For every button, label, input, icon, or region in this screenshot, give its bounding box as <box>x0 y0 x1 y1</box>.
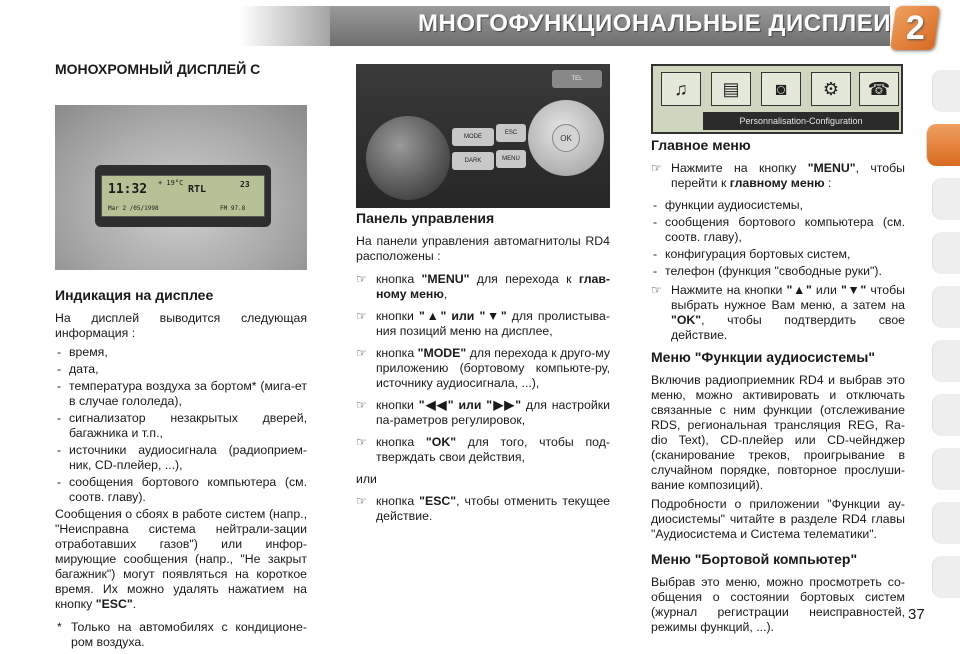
control-list-last <box>356 494 610 524</box>
item-bold: главному меню <box>729 176 825 190</box>
lcd-date: Mar 2 /05/1998 <box>108 205 159 212</box>
button-label: "ESC" <box>419 494 457 508</box>
or-separator: или <box>356 472 377 486</box>
list-item <box>356 494 610 524</box>
footnote-star: * <box>57 620 62 634</box>
pointing-hand-icon: ☞ <box>356 494 367 508</box>
section-title-indication: Индикация на дисплее <box>55 287 214 303</box>
list-item: - дата, <box>55 362 307 377</box>
car-icon: ◙ <box>761 72 801 106</box>
lcd-rtl: RTL <box>188 184 207 195</box>
computer-paragraph: Выбрав это меню, можно просмотреть со-общения о состоянии бортовых систем (журнал регистрации неисправностей, режимы функций, ...). <box>651 575 905 634</box>
control-panel-intro: На панели управления автомагнитолы RD4 расположены : <box>356 234 610 263</box>
column-2-text <box>356 211 610 531</box>
messages-paragraph <box>55 507 307 612</box>
section-title-main-menu: Главное меню <box>651 137 751 153</box>
item-text: для того, чтобы под-тверждать свои действия, <box>376 435 610 464</box>
list-item: - сигнализатор незакрытых дверей, багажника и т.п., <box>55 411 307 441</box>
item-text: чтобы выбрать нужное Вам меню, а затем на <box>671 283 905 312</box>
section-title-mono-display: МОНОХРОМНЫЙ ДИСПЛЕЙ С <box>55 61 261 77</box>
menu-caption: Personnalisation-Configuration <box>703 112 899 130</box>
phone-icon: ☎ <box>859 72 899 106</box>
page-header <box>0 0 960 48</box>
list-item: - функции аудиосистемы, <box>651 198 905 213</box>
list-item: - телефон (функция "свободные руки"). <box>651 264 905 279</box>
control-panel-photo <box>356 64 610 208</box>
chapter-tab-8[interactable] <box>932 448 960 490</box>
chapter-tab-4[interactable] <box>932 232 960 274</box>
column-3-text <box>651 138 905 350</box>
list-item: - температура воздуха за бортом* (мига-ет в случае гололеда), <box>55 379 307 409</box>
list-item <box>356 346 610 391</box>
list-item: - время, <box>55 345 307 360</box>
list-item <box>356 272 610 302</box>
music-note-icon: ♫ <box>661 72 701 106</box>
pointing-hand-icon: ☞ <box>651 283 662 297</box>
chapter-tab-2[interactable] <box>926 124 960 166</box>
chapter-tabs <box>926 70 960 630</box>
main-menu-photo <box>651 64 903 134</box>
chapter-tab-7[interactable] <box>932 394 960 436</box>
list-item: - сообщения бортового компьютера (см. соотв. главу), <box>651 215 905 245</box>
item-text: кнопки <box>376 309 420 323</box>
item-text: кнопка <box>376 272 422 286</box>
item-text: кнопка <box>376 435 426 449</box>
footnote <box>55 620 307 650</box>
audio-paragraph-2: Подробности о приложении "Функции ау-диосистемы" читайте в разделе RD4 главы "Аудиосистема и Система телематики". <box>651 497 905 541</box>
messages-text: Сообщения о сбоях в работе систем (напр., "Неисправна система нейтрали-зации отработавших газов") или инфор-мирующие сообщения (напр., "Не закрыт багажник") могут появляться на короткое время. Их можно удалять нажатием на кнопку <box>55 507 307 611</box>
list-item <box>651 161 905 191</box>
button-label: "MODE" <box>417 346 467 360</box>
list-item: - конфигурация бортовых систем, <box>651 247 905 262</box>
mono-display-photo <box>55 105 307 270</box>
list-item <box>356 309 610 339</box>
item-text: Нажмите на кнопки <box>671 283 787 297</box>
item-text: , чтобы перейти к <box>671 161 905 190</box>
computer-icon: ▤ <box>711 72 751 106</box>
settings-icon: ⚙ <box>811 72 851 106</box>
button-label: "▲" или "▼" <box>419 309 507 323</box>
header-fade <box>240 6 340 46</box>
button-label: "▼" <box>840 283 867 297</box>
messages-end: . <box>132 597 137 611</box>
item-text: для настройки па-раметров регулировок, <box>376 398 610 427</box>
pointing-hand-icon: ☞ <box>356 309 367 323</box>
lcd-temp: + 19°C <box>158 179 184 187</box>
list-item: - источники аудиосигнала (радиоприем-ник, CD-плейер, ...), <box>55 443 307 473</box>
chapter-tab-3[interactable] <box>932 178 960 220</box>
audio-paragraph-1: Включив радиоприемник RD4 и выбрав это меню, можно активировать и отключать связанные с ним функции (отслеживание RDS, региональная трансляция REG, Ra-dio Text), CD-плейер или CD-чейнджер (сканирование треков, проигрывание в случайном порядке, повторное прослуши-вание композиций). <box>651 373 905 492</box>
item-text: для перехода к <box>469 272 579 286</box>
main-menu-items <box>651 198 905 279</box>
chapter-tab-6[interactable] <box>932 340 960 382</box>
item-text: кнопки <box>376 398 419 412</box>
pointing-hand-icon: ☞ <box>356 272 367 286</box>
lcd-time: 11:32 <box>108 182 148 197</box>
item-bold: глав-ному меню <box>376 272 610 301</box>
section-title-control-panel: Панель управления <box>356 210 495 226</box>
page-title: МНОГОФУНКЦИОНАЛЬНЫЕ ДИСПЛЕИ <box>418 10 891 37</box>
chapter-tab-1[interactable] <box>932 70 960 112</box>
button-label: "MENU" <box>807 161 856 175</box>
mode-button-photo: MODE <box>452 128 494 146</box>
button-label: "◀◀" или "▶▶" <box>418 398 522 412</box>
dark-button-photo: DARK <box>452 152 494 170</box>
item-text: для перехода к друго-му приложению (бортовому компьюте-ру, источнику аудиосигнала, ...), <box>376 346 610 390</box>
button-label: "MENU" <box>421 272 470 286</box>
lcd-bezel <box>95 165 271 227</box>
list-item <box>356 435 610 465</box>
item-text: или <box>811 283 841 297</box>
section-title-computer-menu: Меню "Бортовой компьютер" <box>651 551 858 567</box>
list-item: - сообщения бортового компьютера (см. соотв. главу). <box>55 475 307 505</box>
button-label: "OK" <box>425 435 457 449</box>
column-3-text-lower <box>651 350 905 639</box>
item-end: , чтобы подтвердить свое действие. <box>671 313 905 342</box>
chapter-badge <box>890 6 940 50</box>
chapter-tab-10[interactable] <box>932 556 960 598</box>
item-end: , <box>443 287 448 301</box>
indication-list <box>55 345 307 505</box>
main-menu-intro-list <box>651 161 905 191</box>
item-text: , чтобы отменить текущее действие. <box>376 494 610 523</box>
pointing-hand-icon: ☞ <box>356 398 367 412</box>
item-text: для пролистыва-ния позиций меню на дисплее, <box>376 309 610 338</box>
list-item <box>356 398 610 428</box>
esc-button-photo: ESC <box>496 124 526 142</box>
page-number: 37 <box>908 606 925 623</box>
chapter-number: 2 <box>905 8 925 47</box>
pointing-hand-icon: ☞ <box>356 346 367 360</box>
tel-button-photo: TEL <box>552 70 602 88</box>
lcd-small: 23 <box>240 180 250 189</box>
lcd-screen <box>101 175 265 217</box>
list-item <box>651 283 905 343</box>
column-1-text <box>55 288 307 654</box>
item-text: кнопка <box>376 494 420 508</box>
button-label: "▲" <box>786 283 812 297</box>
volume-knob <box>366 116 450 200</box>
control-list <box>356 272 610 465</box>
navigation-pad <box>528 100 604 176</box>
pointing-hand-icon: ☞ <box>651 161 662 175</box>
menu-button-photo: MENU <box>496 150 526 168</box>
main-menu-hint-list <box>651 283 905 343</box>
item-text: Нажмите на кнопку <box>671 161 808 175</box>
esc-button-label: "ESC" <box>95 597 133 611</box>
section-title-audio-menu: Меню "Функции аудиосистемы" <box>651 349 875 365</box>
ok-button-photo: OK <box>552 124 580 152</box>
indication-intro: На дисплей выводится следующая информация : <box>55 311 307 340</box>
footnote-text: Только на автомобилях с кондиционе-ром воздуха. <box>71 620 307 649</box>
chapter-tab-5[interactable] <box>932 286 960 328</box>
lcd-frequency: FM 97.8 <box>220 205 246 212</box>
pointing-hand-icon: ☞ <box>356 435 367 449</box>
item-end: : <box>824 176 832 190</box>
column-1-heading <box>55 62 307 77</box>
chapter-tab-9[interactable] <box>932 502 960 544</box>
item-text: кнопка <box>376 346 418 360</box>
button-label: "OK" <box>671 313 702 327</box>
